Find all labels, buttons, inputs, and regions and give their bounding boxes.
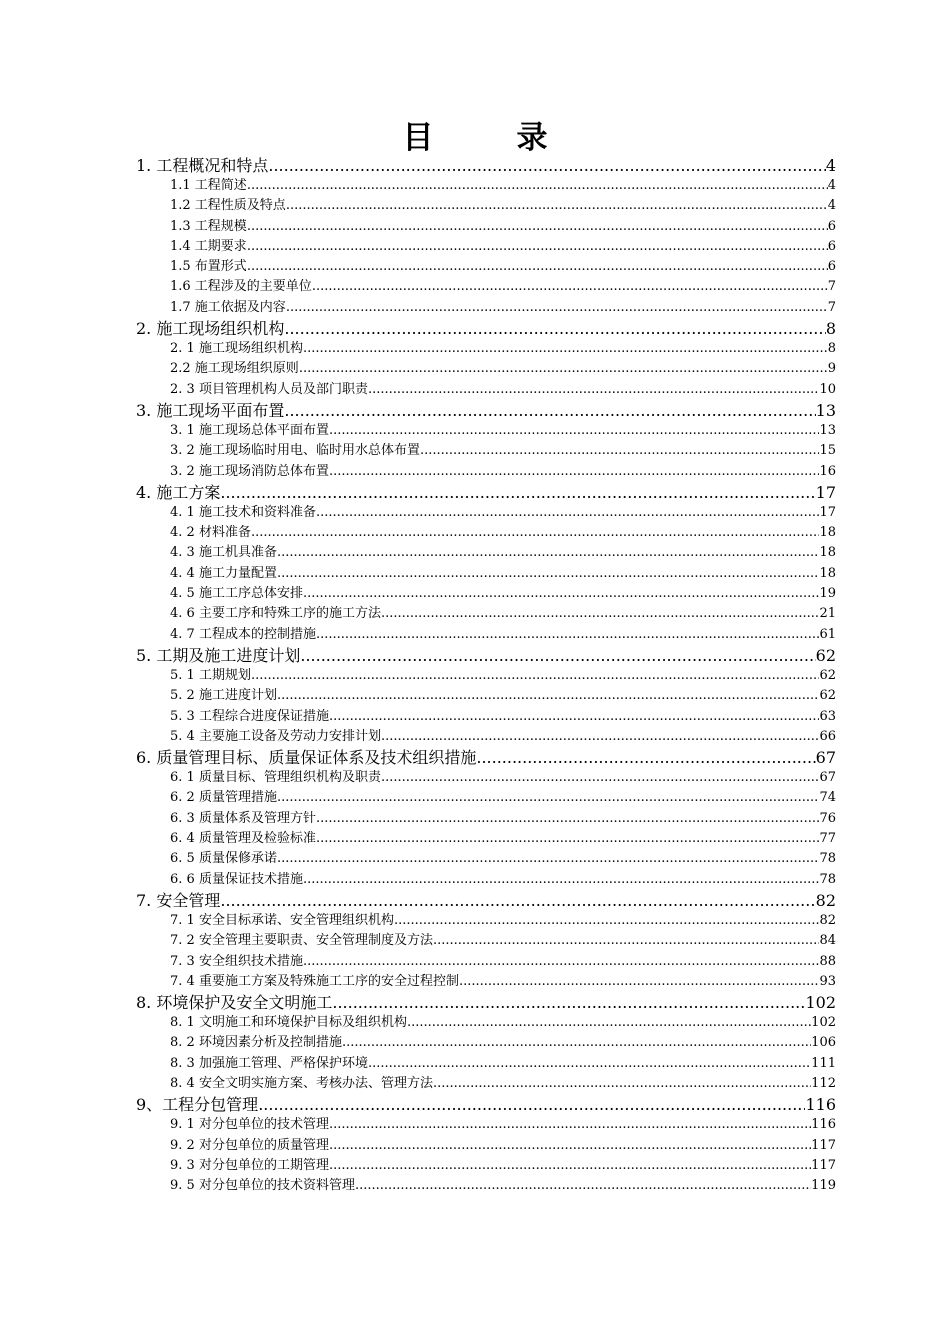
toc-page-number: 4	[827, 178, 836, 193]
toc-dot-leader	[381, 768, 820, 788]
toc-entry-label: 7. 1 安全目标承诺、安全管理组织机构	[170, 912, 394, 928]
toc-section-entry[interactable]	[136, 1054, 836, 1074]
toc-dot-leader	[381, 604, 820, 624]
toc-entry-label: 7. 4 重要施工方案及特殊施工工序的安全过程控制	[170, 973, 459, 989]
toc-entry-label: 6. 4 质量管理及检验标准	[170, 831, 316, 847]
toc-page-number: 88	[819, 953, 836, 969]
toc-entry-label: 7. 安全管理	[136, 890, 221, 910]
toc-entry-label: 4. 6 主要工序和特殊工序的施工方法	[170, 606, 381, 622]
toc-page-number: 18	[819, 545, 836, 561]
toc-section-entry[interactable]	[136, 298, 836, 318]
toc-page-number: 13	[819, 422, 836, 438]
toc-entry-label: 1.7 施工依据及内容	[170, 299, 286, 315]
toc-section-entry[interactable]	[136, 217, 836, 237]
toc-dot-leader	[247, 217, 828, 237]
toc-entry-label: 6. 6 质量保证技术措施	[170, 871, 303, 887]
toc-page-number: 4	[825, 156, 836, 175]
toc-dot-leader	[247, 176, 828, 196]
toc-dot-leader	[342, 1033, 811, 1053]
toc-chapter-entry[interactable]	[136, 747, 836, 768]
toc-section-entry[interactable]	[136, 523, 836, 543]
toc-entry-label: 5. 2 施工进度计划	[170, 688, 277, 704]
toc-section-entry[interactable]	[136, 931, 836, 951]
toc-section-entry[interactable]	[136, 1074, 836, 1094]
toc-section-entry[interactable]	[136, 604, 836, 624]
toc-section-entry[interactable]	[136, 543, 836, 563]
toc-entry-label: 1.2 工程性质及特点	[170, 198, 286, 214]
toc-page-number: 62	[819, 688, 836, 704]
toc-entry-label: 2. 施工现场组织机构	[136, 319, 285, 339]
toc-page-number: 63	[819, 708, 836, 724]
toc-dot-leader	[407, 1013, 811, 1033]
toc-page-number: 6	[827, 259, 836, 275]
toc-section-entry[interactable]	[136, 829, 836, 849]
toc-dot-leader	[258, 1094, 805, 1115]
toc-entry-label: 3. 2 施工现场临时用电、临时用水总体布置	[170, 443, 420, 459]
toc-entry-label: 1.5 布置形式	[170, 259, 247, 275]
toc-dot-leader	[368, 380, 820, 400]
toc-page-number: 116	[805, 1095, 836, 1115]
toc-entry-label: 6. 3 质量体系及管理方针	[170, 810, 316, 826]
toc-page-number: 10	[819, 381, 836, 397]
toc-dot-leader	[316, 625, 820, 645]
toc-entry-label: 1.4 工期要求	[170, 238, 247, 254]
toc-page-number: 82	[815, 890, 836, 910]
toc-entry-label: 3. 施工现场平面布置	[136, 400, 285, 420]
toc-section-entry[interactable]	[136, 339, 836, 359]
toc-page-number: 21	[819, 606, 836, 622]
toc-dot-leader	[284, 318, 825, 339]
toc-dot-leader	[251, 666, 820, 686]
toc-page-number: 13	[815, 400, 836, 420]
toc-page-number: 67	[815, 748, 836, 768]
toc-page-number: 74	[819, 790, 836, 806]
toc-entry-label: 4. 7 工程成本的控制措施	[170, 626, 316, 642]
toc-section-entry[interactable]	[136, 441, 836, 461]
toc-page-number: 6	[827, 218, 836, 234]
toc-dot-leader	[286, 196, 828, 216]
toc-entry-label: 8. 4 安全文明实施方案、考核办法、管理方法	[170, 1075, 433, 1091]
toc-entry-label: 9. 2 对分包单位的质量管理	[170, 1137, 329, 1153]
toc-dot-leader	[476, 747, 815, 768]
toc-section-entry[interactable]	[136, 666, 836, 686]
toc-page-number: 18	[819, 565, 836, 581]
toc-page-number: 7	[827, 299, 836, 315]
toc-section-entry[interactable]	[136, 1013, 836, 1033]
toc-page-number: 78	[819, 871, 836, 887]
toc-page-number: 17	[819, 504, 836, 520]
toc-dot-leader	[316, 809, 820, 829]
toc-section-entry[interactable]	[136, 421, 836, 441]
toc-entry-label: 7. 2 安全管理主要职责、安全管理制度及方法	[170, 933, 433, 949]
toc-page-number: 16	[819, 463, 836, 479]
toc-page-number: 102	[811, 1015, 836, 1031]
toc-entry-label: 6. 5 质量保修承诺	[170, 851, 277, 867]
toc-entry-label: 7. 3 安全组织技术措施	[170, 953, 303, 969]
toc-dot-leader	[303, 584, 820, 604]
toc-page-number: 4	[827, 198, 836, 214]
toc-page-number: 78	[819, 851, 836, 867]
toc-dot-leader	[277, 788, 820, 808]
toc-section-entry[interactable]	[136, 625, 836, 645]
toc-page-number: 8	[827, 341, 836, 357]
toc-page-number: 62	[819, 667, 836, 683]
toc-section-entry[interactable]	[136, 1176, 836, 1196]
toc-dot-leader	[299, 359, 828, 379]
toc-entry-label: 6. 1 质量目标、管理组织机构及职责	[170, 770, 381, 786]
toc-dot-leader	[329, 1156, 811, 1176]
toc-section-entry[interactable]	[136, 277, 836, 297]
toc-dot-leader	[286, 298, 828, 318]
toc-entry-label: 4. 5 施工工序总体安排	[170, 586, 303, 602]
toc-dot-leader	[316, 503, 820, 523]
toc-section-entry[interactable]	[136, 870, 836, 890]
toc-dot-leader	[284, 400, 815, 421]
toc-entry-label: 2. 1 施工现场组织机构	[170, 341, 303, 357]
toc-dot-leader	[433, 1074, 811, 1094]
toc-entry-label: 9. 3 对分包单位的工期管理	[170, 1157, 329, 1173]
toc-entry-label: 5. 工期及施工进度计划	[136, 645, 301, 665]
toc-entry-label: 4. 3 施工机具准备	[170, 545, 277, 561]
toc-dot-leader	[329, 707, 820, 727]
toc-page-number: 9	[827, 361, 836, 377]
toc-entry-label: 4. 1 施工技术和资料准备	[170, 504, 316, 520]
toc-dot-leader	[433, 931, 820, 951]
toc-section-entry[interactable]	[136, 462, 836, 482]
toc-section-entry[interactable]	[136, 911, 836, 931]
toc-entry-label: 5. 4 主要施工设备及劳动力安排计划	[170, 728, 381, 744]
toc-page-number: 76	[819, 810, 836, 826]
toc-dot-leader	[247, 257, 828, 277]
toc-dot-leader	[312, 277, 828, 297]
toc-page-number: 15	[819, 443, 836, 459]
toc-dot-leader	[355, 1176, 811, 1196]
toc-section-entry[interactable]	[136, 788, 836, 808]
toc-section-entry[interactable]	[136, 1136, 836, 1156]
toc-entry-label: 1. 工程概况和特点	[136, 156, 269, 175]
toc-section-entry[interactable]	[136, 237, 836, 257]
toc-chapter-entry[interactable]	[136, 400, 836, 421]
toc-section-entry[interactable]	[136, 503, 836, 523]
toc-section-entry[interactable]	[136, 1033, 836, 1053]
toc-entry-label: 2.2 施工现场组织原则	[170, 361, 299, 377]
toc-section-entry[interactable]	[136, 849, 836, 869]
toc-chapter-entry[interactable]	[136, 155, 836, 176]
toc-page-number: 106	[811, 1035, 836, 1051]
toc-entry-label: 2. 3 项目管理机构人员及部门职责	[170, 381, 368, 397]
toc-page-number: 119	[811, 1178, 836, 1194]
toc-dot-leader	[329, 1136, 811, 1156]
toc-dot-leader	[277, 849, 820, 869]
toc-entry-label: 4. 施工方案	[136, 482, 221, 502]
toc-dot-leader	[329, 421, 820, 441]
toc-dot-leader	[394, 911, 820, 931]
toc-section-entry[interactable]	[136, 176, 836, 196]
toc-section-entry[interactable]	[136, 257, 836, 277]
toc-section-entry[interactable]	[136, 768, 836, 788]
toc-chapter-entry[interactable]	[136, 482, 836, 503]
table-of-contents	[136, 155, 836, 1196]
toc-page-number: 84	[819, 933, 836, 949]
toc-dot-leader	[303, 339, 828, 359]
toc-entry-label: 6. 2 质量管理措施	[170, 790, 277, 806]
toc-section-entry[interactable]	[136, 972, 836, 992]
toc-dot-leader	[316, 829, 820, 849]
toc-page-number: 111	[811, 1055, 836, 1071]
toc-page-number: 18	[819, 525, 836, 541]
toc-entry-label: 4. 4 施工力量配置	[170, 565, 277, 581]
toc-dot-leader	[459, 972, 820, 992]
toc-chapter-entry[interactable]	[136, 645, 836, 666]
toc-section-entry[interactable]	[136, 809, 836, 829]
toc-section-entry[interactable]	[136, 727, 836, 747]
toc-chapter-entry[interactable]	[136, 1094, 836, 1115]
toc-page-number: 17	[815, 482, 836, 502]
toc-entry-label: 9. 5 对分包单位的技术资料管理	[170, 1178, 355, 1194]
toc-page-number: 19	[819, 586, 836, 602]
toc-entry-label: 3. 1 施工现场总体平面布置	[170, 422, 329, 438]
toc-entry-label: 8. 2 环境因素分析及控制措施	[170, 1035, 342, 1051]
toc-page-number: 117	[811, 1157, 836, 1173]
toc-section-entry[interactable]	[136, 564, 836, 584]
toc-entry-label: 8. 环境保护及安全文明施工	[136, 993, 333, 1013]
toc-chapter-entry[interactable]	[136, 890, 836, 911]
toc-entry-label: 3. 2 施工现场消防总体布置	[170, 463, 329, 479]
toc-section-entry[interactable]	[136, 1156, 836, 1176]
toc-dot-leader	[220, 482, 815, 503]
toc-entry-label: 1.6 工程涉及的主要单位	[170, 279, 312, 295]
toc-dot-leader	[220, 890, 815, 911]
toc-section-entry[interactable]	[136, 686, 836, 706]
toc-chapter-entry[interactable]	[136, 318, 836, 339]
toc-dot-leader	[329, 462, 820, 482]
toc-entry-label: 8. 1 文明施工和环境保护目标及组织机构	[170, 1015, 407, 1031]
toc-dot-leader	[277, 543, 820, 563]
toc-page-number: 67	[819, 770, 836, 786]
toc-page-number: 117	[811, 1137, 836, 1153]
toc-dot-leader	[303, 952, 820, 972]
toc-page-number: 7	[827, 279, 836, 295]
toc-dot-leader	[368, 1054, 811, 1074]
toc-page-number: 77	[819, 831, 836, 847]
toc-dot-leader	[268, 155, 825, 176]
toc-page-number: 112	[811, 1075, 836, 1091]
toc-page-number: 6	[827, 238, 836, 254]
toc-dot-leader	[277, 564, 820, 584]
toc-section-entry[interactable]	[136, 584, 836, 604]
toc-entry-label: 6. 质量管理目标、质量保证体系及技术组织措施	[136, 748, 477, 768]
toc-page-number: 62	[815, 645, 836, 665]
toc-entry-label: 9、工程分包管理	[136, 1095, 259, 1115]
toc-dot-leader	[303, 870, 820, 890]
toc-page-number: 8	[825, 319, 836, 339]
toc-dot-leader	[247, 237, 828, 257]
toc-section-entry[interactable]	[136, 952, 836, 972]
toc-dot-leader	[300, 645, 815, 666]
toc-dot-leader	[332, 992, 805, 1013]
toc-page-number: 116	[811, 1117, 836, 1133]
toc-page-number: 82	[819, 912, 836, 928]
toc-page-number: 102	[805, 993, 836, 1013]
toc-dot-leader	[251, 523, 820, 543]
page-title: 目 录	[402, 120, 574, 156]
toc-section-entry[interactable]	[136, 359, 836, 379]
toc-dot-leader	[277, 686, 820, 706]
toc-dot-leader	[329, 1115, 811, 1135]
toc-entry-label: 5. 1 工期规划	[170, 667, 251, 683]
toc-entry-label: 1.1 工程简述	[170, 178, 247, 193]
toc-entry-label: 5. 3 工程综合进度保证措施	[170, 708, 329, 724]
toc-entry-label: 1.3 工程规模	[170, 218, 247, 234]
toc-section-entry[interactable]	[136, 1115, 836, 1135]
toc-page-number: 66	[819, 728, 836, 744]
toc-entry-label: 4. 2 材料准备	[170, 525, 251, 541]
toc-page-number: 93	[819, 973, 836, 989]
toc-dot-leader	[381, 727, 820, 747]
toc-dot-leader	[420, 441, 820, 461]
toc-section-entry[interactable]	[136, 380, 836, 400]
toc-section-entry[interactable]	[136, 196, 836, 216]
toc-entry-label: 8. 3 加强施工管理、严格保护环境	[170, 1055, 368, 1071]
toc-section-entry[interactable]	[136, 707, 836, 727]
toc-entry-label: 9. 1 对分包单位的技术管理	[170, 1117, 329, 1133]
toc-chapter-entry[interactable]	[136, 992, 836, 1013]
toc-page-number: 61	[819, 626, 836, 642]
